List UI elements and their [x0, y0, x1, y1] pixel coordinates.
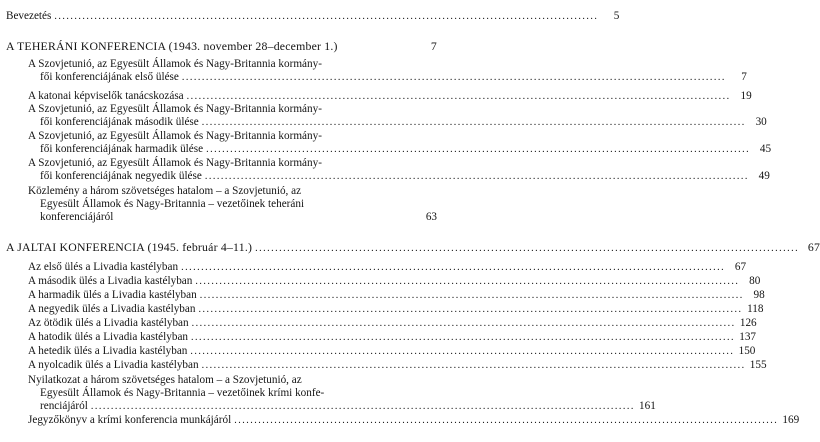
toc-entry-page: 63: [425, 211, 437, 223]
toc-entry-fourth-session: [40, 170, 770, 183]
toc-leader-dots: ........................................................................................................................................: [255, 243, 800, 254]
toc-section-yalta: [6, 240, 820, 255]
toc-entry-page: 49: [758, 170, 770, 182]
toc-entry-title: Az első ülés a Livadia kastélyban: [28, 261, 179, 273]
toc-entry-title-cont: Egyesült Államok és Nagy-Britannia – vezetőinek teheráni: [40, 198, 305, 210]
toc-entry-title: A Szovjetunió, az Egyesült Államok és Nagy-Britannia kormány-: [28, 103, 322, 115]
toc-entry-page: 7: [430, 39, 437, 53]
toc-leader-dots: ........................................................................................................................................: [234, 415, 779, 426]
toc-entry-yalta-protocol: [28, 414, 800, 427]
toc-entry-yalta-session-2: [28, 275, 761, 288]
toc-entry-yalta-session-6: [28, 331, 757, 344]
toc-entry-page: 19: [740, 90, 752, 102]
toc-entry-introduction: [6, 10, 620, 23]
toc-entry-page: 169: [782, 414, 800, 426]
toc-entry-page: 126: [739, 317, 757, 329]
toc-entry-page: 155: [749, 359, 767, 371]
toc-entry-title-cont: Egyesült Államok és Nagy-Britannia – vezetőinek krími konfe-: [40, 387, 325, 399]
toc-entry-page: 67: [807, 240, 820, 254]
toc-entry-title: Az ötödik ülés a Livadia kastélyban: [28, 317, 189, 329]
toc-leader-dots: ........................................................................................................................................: [54, 11, 599, 22]
toc-entry-title-cont2: renciájáról: [40, 400, 88, 412]
toc-entry-first-session: [40, 71, 747, 84]
toc-entry-title-cont: fői konferenciájának negyedik ülése: [40, 170, 202, 182]
toc-leader-dots: ........................................................................................................................................: [190, 346, 735, 357]
toc-entry-page: 5: [613, 10, 620, 22]
toc-entry-page: 98: [753, 289, 765, 301]
toc-leader-dots: ........................................................................................................................................: [90, 401, 635, 412]
toc-entry-page: 118: [747, 303, 764, 315]
toc-entry-title: A hatodik ülés a Livadia kastélyban: [28, 331, 189, 343]
toc-leader-dots: ........................................................................................................................................: [181, 262, 726, 273]
toc-entry-second-session: [40, 116, 767, 129]
toc-leader-dots: ........................................................................................................................................: [204, 171, 749, 182]
toc-entry-title-cont2: konferenciájáról: [40, 211, 114, 223]
toc-leader-dots: ........................................................................................................................................: [186, 91, 731, 102]
toc-leader-dots: ........................................................................................................................................: [195, 276, 740, 287]
toc-entry-yalta-session-1: [28, 261, 747, 274]
toc-entry-title: A harmadik ülés a Livadia kastélyban: [28, 289, 197, 301]
toc-section-tehran: [6, 40, 437, 52]
toc-entry-page: 80: [749, 275, 761, 287]
toc-entry-page: 45: [759, 143, 772, 155]
toc-leader-dots: ........................................................................................................................................: [191, 318, 736, 329]
toc-leader-dots: ........................................................................................................................................: [201, 360, 746, 371]
toc-section-title: A JALTAI KONFERENCIA (1945. február 4–11.): [6, 240, 253, 254]
toc-leader-dots: ........................................................................................................................................: [198, 304, 743, 315]
toc-entry-title: A hetedik ülés a Livadia kastélyban: [28, 345, 188, 357]
toc-leader-dots: ........................................................................................................................................: [201, 117, 746, 128]
toc-entry-page: 150: [738, 345, 756, 357]
toc-entry-title-cont: fői konferenciájának második ülése: [40, 116, 199, 128]
toc-entry-page: 67: [734, 261, 747, 273]
toc-entry-title: A Szovjetunió, az Egyesült Államok és Nagy-Britannia kormány-: [28, 157, 322, 169]
toc-entry-title: Közlemény a három szövetséges hatalom – a Szovjetunió, az: [28, 185, 302, 197]
toc-entry-page: 7: [741, 71, 747, 83]
toc-entry-title: Nyilatkozat a három szövetséges hatalom – a Szovjetunió, az: [28, 374, 302, 386]
toc-entry-yalta-session-3: [28, 289, 765, 302]
toc-entry-title: Jegyzőkönyv a krími konferencia munkájáról: [28, 414, 232, 426]
toc-entry-third-session: [40, 143, 772, 156]
toc-leader-dots: ........................................................................................................................................: [191, 332, 736, 343]
toc-entry-yalta-session-4: [28, 303, 764, 316]
toc-entry-title: A Szovjetunió, az Egyesült Államok és Nagy-Britannia kormány-: [28, 58, 322, 70]
toc-entry-title: A negyedik ülés a Livadia kastélyban: [28, 303, 196, 315]
toc-entry-yalta-session-7: [28, 345, 756, 358]
toc-entry-title: Bevezetés: [6, 10, 52, 22]
toc-entry-title: A katonai képviselők tanácskozása: [28, 90, 184, 102]
toc-entry-page: 30: [755, 116, 767, 128]
toc-entry-yalta-session-5: [28, 317, 757, 330]
toc-entry-yalta-session-8: [28, 359, 767, 372]
toc-entry-title-cont: fői konferenciájának harmadik ülése: [40, 143, 204, 155]
toc-entry-title-cont: fői konferenciájának első ülése: [40, 71, 179, 83]
toc-entry-title: A Szovjetunió, az Egyesült Államok és Nagy-Britannia kormány-: [28, 130, 322, 142]
toc-entry-title: A nyolcadik ülés a Livadia kastélyban: [28, 359, 199, 371]
toc-entry-title: A második ülés a Livadia kastélyban: [28, 275, 193, 287]
toc-entry-military-talks: [28, 90, 752, 103]
toc-entry-page: 137: [739, 331, 757, 343]
toc-section-title: A TEHERÁNI KONFERENCIA (1943. november 28–december 1.): [6, 39, 338, 53]
toc-leader-dots: ........................................................................................................................................: [206, 144, 751, 155]
toc-entry-page: 161: [639, 400, 656, 412]
toc-entry-tehran-communique: [40, 211, 437, 223]
toc-leader-dots: ........................................................................................................................................: [199, 290, 744, 301]
toc-entry-yalta-declaration: [40, 400, 656, 413]
toc-leader-dots: ........................................................................................................................................: [181, 72, 726, 83]
